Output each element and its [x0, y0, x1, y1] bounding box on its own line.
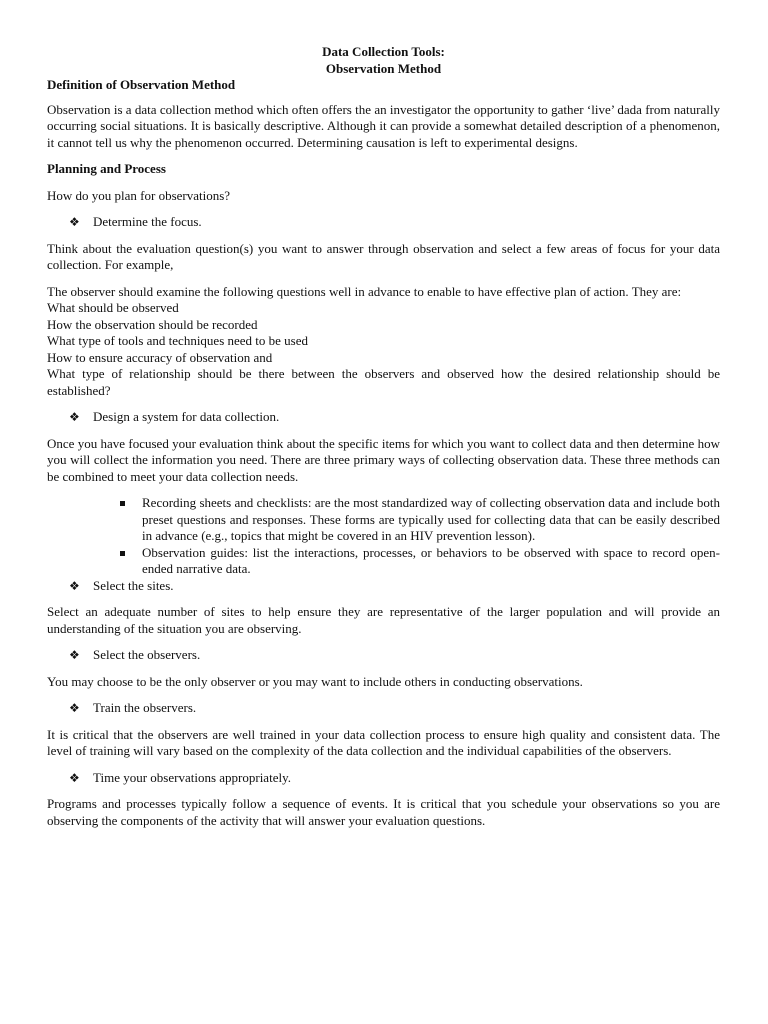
- diamond-bullet-icon: ❖: [69, 578, 80, 593]
- question-item: What type of relationship should be there between the observers and observed how the desired relationship should be established?: [47, 366, 720, 398]
- step-train-observers: [47, 700, 720, 717]
- focus-paragraph: Think about the evaluation question(s) you want to answer through observation and select a few areas of focus for your data collection. For example,: [47, 240, 720, 272]
- planning-heading: Planning and Process: [47, 161, 166, 176]
- step-determine-focus: [47, 214, 720, 231]
- step-time-observations: [47, 770, 720, 787]
- step-label: Select the observers.: [93, 647, 201, 662]
- train-observers-paragraph: It is critical that the observers are well trained in your data collection process to ensure high quality and consistent data. The level of training will vary based on the complexity of the data collection and the individual capabilities of the observers.: [47, 726, 720, 758]
- step-select-sites: [47, 578, 720, 595]
- square-bullet-icon: [120, 551, 125, 556]
- select-sites-paragraph: Select an adequate number of sites to help ensure they are representative of the larger population and will provide an understanding of the situation you are observing.: [47, 604, 720, 636]
- diamond-bullet-icon: ❖: [69, 410, 80, 424]
- method-text: Observation guides: list the interactions, processes, or behaviors to be observed with space to record open-ended narrative data.: [142, 544, 720, 576]
- diamond-bullet-icon: ❖: [69, 701, 80, 715]
- step-label: Design a system for data collection.: [93, 409, 280, 424]
- method-text: Recording sheets and checklists: are the most standardized way of collecting observation data and include both preset questions and responses. These forms are typically used for collecting data that can be easily described in advance (e.g., topics that might be covered in an HIV prevention lesson).: [142, 495, 720, 543]
- step-label: Select the sites.: [93, 577, 174, 593]
- diamond-bullet-icon: ❖: [69, 648, 80, 662]
- select-observers-paragraph: You may choose to be the only observer or you may want to include others in conducting observations.: [47, 673, 583, 689]
- question-item: How to ensure accuracy of observation and: [47, 349, 273, 365]
- title-line-2: Observation Method: [325, 60, 442, 76]
- list-item: [47, 495, 720, 545]
- title-line-1: Data Collection Tools:: [322, 44, 445, 59]
- diamond-bullet-icon: ❖: [69, 770, 80, 785]
- methods-list: [47, 495, 720, 578]
- list-item: [47, 545, 720, 578]
- question-list: [47, 300, 720, 399]
- diamond-bullet-icon: ❖: [69, 215, 80, 229]
- document-page: [47, 44, 720, 829]
- time-observations-paragraph: Programs and processes typically follow a sequence of events. It is critical that you schedule your observations so you are observing the components of the activity that will answer your evaluation questions.: [47, 796, 720, 828]
- planning-question: How do you plan for observations?: [47, 187, 231, 203]
- design-system-paragraph: Once you have focused your evaluation think about the specific items for which you want to collect data and then determine how you will collect the information you need. There are three primary ways of collecting observation data. These three methods can be combined to meet your data collection needs.: [47, 435, 720, 484]
- step-label: Time your observations appropriately.: [93, 769, 291, 785]
- step-label: Determine the focus.: [93, 214, 202, 229]
- question-item: What type of tools and techniques need to be used: [47, 333, 309, 348]
- square-bullet-icon: [120, 501, 125, 506]
- question-item: What should be observed: [47, 300, 179, 315]
- step-design-system: [47, 409, 720, 426]
- step-label: Train the observers.: [93, 700, 197, 715]
- question-item: How the observation should be recorded: [47, 316, 258, 332]
- definition-heading: Definition of Observation Method: [47, 77, 236, 92]
- document-title: [47, 44, 720, 77]
- observer-intro-paragraph: The observer should examine the following questions well in advance to enable to have effective plan of action. They are:: [47, 283, 682, 299]
- definition-paragraph: Observation is a data collection method which often offers the an investigator the opportunity to gather ‘live’ dada from naturally occurring social situations. It is basically descriptive. Although it can provide a somewhat detailed description of a phenomenon, it cannot tell us why the phenomenon occurred. Determining causation is left to experimental designs.: [47, 101, 720, 150]
- step-select-observers: [47, 647, 720, 664]
